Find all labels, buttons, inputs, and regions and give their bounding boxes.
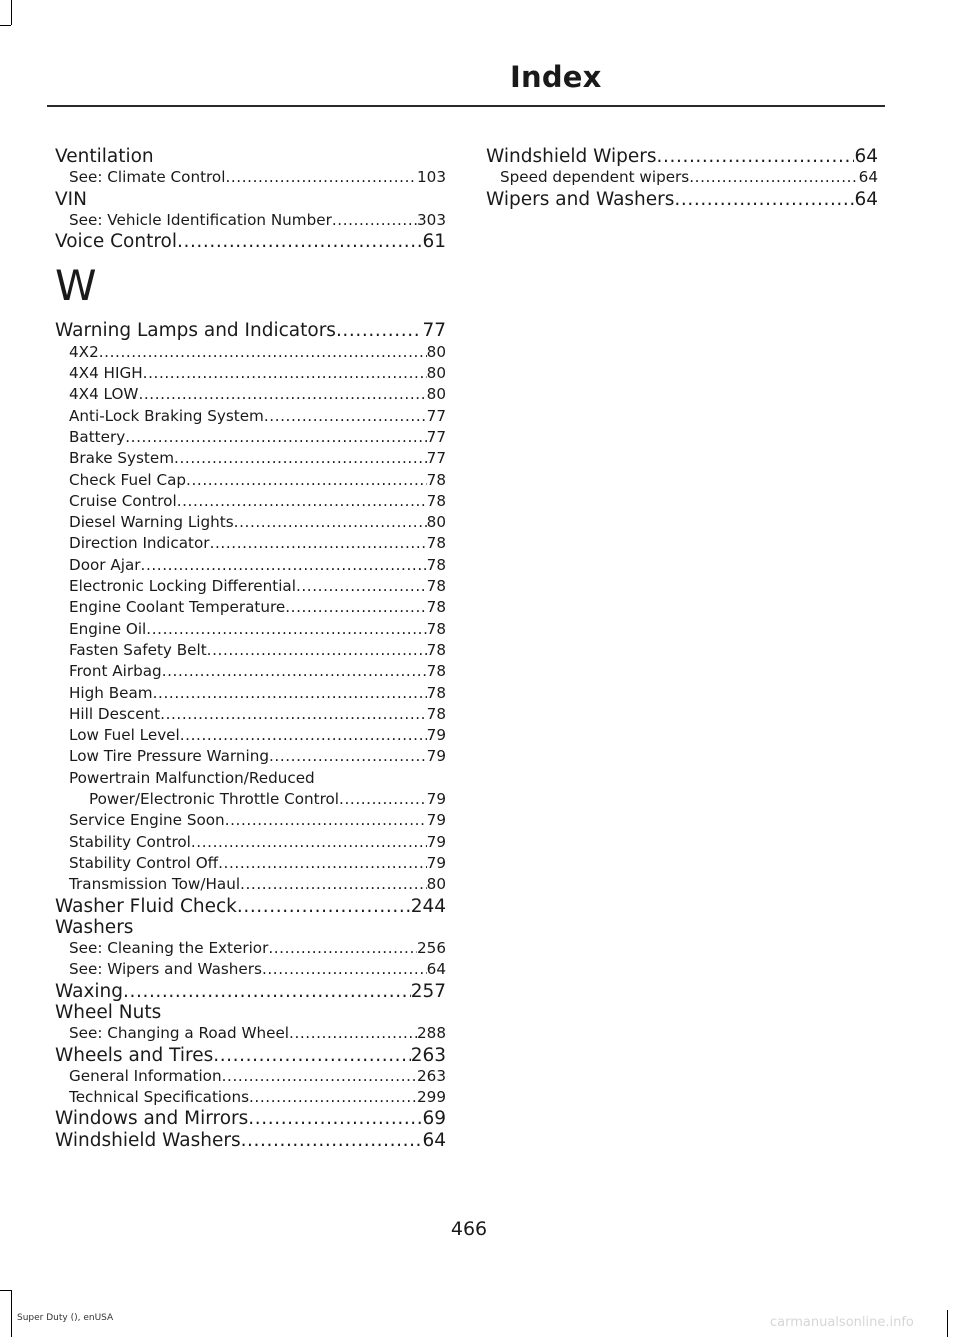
dot-leader — [123, 981, 411, 1002]
entry-label: Stability Control Off — [69, 853, 219, 872]
entry-page-number: 256 — [417, 939, 446, 958]
entry-page-number: 78 — [426, 640, 446, 659]
entry-label: Transmission Tow/Haul — [69, 875, 241, 894]
index-entry — [486, 189, 878, 210]
dot-leader — [225, 810, 427, 831]
dot-leader — [689, 167, 858, 188]
index-subentry — [55, 406, 446, 427]
index-subentry — [55, 448, 446, 469]
dot-leader — [174, 448, 427, 469]
entry-page-number: 64 — [426, 960, 446, 979]
entry-page-number: 77 — [426, 449, 446, 468]
dot-leader — [339, 789, 427, 810]
entry-page-number: 257 — [410, 980, 446, 1002]
index-subentry — [55, 810, 446, 831]
entry-label: Check Fuel Cap — [69, 470, 187, 489]
dot-leader — [241, 1130, 423, 1151]
entry-label: See: Climate Control — [69, 168, 226, 187]
dot-leader — [285, 597, 426, 618]
entry-page-number: 78 — [426, 555, 446, 574]
dot-leader — [180, 725, 427, 746]
entry-label: Windshield Washers — [55, 1129, 241, 1151]
dot-leader — [146, 619, 426, 640]
dot-leader — [674, 189, 854, 210]
entry-page-number: 78 — [426, 598, 446, 617]
crop-mark-top-left — [11, 0, 12, 25]
index-subentry — [55, 210, 446, 231]
entry-page-number: 78 — [426, 704, 446, 723]
entry-page-number: 263 — [410, 1044, 446, 1066]
entry-page-number: 79 — [426, 832, 446, 851]
dot-leader — [99, 342, 427, 363]
entry-page-number: 77 — [426, 427, 446, 446]
index-subentry — [55, 555, 446, 576]
entry-page-number: 79 — [426, 726, 446, 745]
index-subentry — [55, 661, 446, 682]
dot-leader — [332, 210, 417, 231]
index-subentry — [55, 427, 446, 448]
entry-label: Windshield Wipers — [486, 146, 657, 167]
header-rule — [47, 105, 885, 107]
index-column-right — [486, 146, 878, 210]
index-subentry — [55, 789, 446, 810]
entry-page-number: 79 — [426, 853, 446, 872]
dot-leader — [160, 704, 427, 725]
entry-page-number: 244 — [410, 895, 446, 917]
entry-page-number: 80 — [426, 875, 446, 894]
dot-leader — [657, 146, 855, 167]
index-entry — [55, 1045, 446, 1066]
dot-leader — [207, 640, 427, 661]
index-entry — [55, 1130, 446, 1151]
entry-label: See: Changing a Road Wheel — [69, 1024, 290, 1043]
dot-leader — [336, 320, 423, 341]
dot-leader — [296, 576, 427, 597]
dot-leader — [177, 491, 427, 512]
entry-label: Fasten Safety Belt — [69, 640, 207, 659]
index-subentry — [55, 167, 446, 188]
dot-leader — [162, 661, 427, 682]
entry-page-number: 80 — [426, 385, 446, 404]
crop-mark-bottom-left-h — [0, 1290, 11, 1291]
entry-page-number: 79 — [426, 747, 446, 766]
entry-page-number: 263 — [417, 1066, 446, 1085]
entry-page-number: 78 — [426, 683, 446, 702]
entry-page-number: 103 — [417, 168, 446, 187]
index-subentry — [55, 746, 446, 767]
dot-leader — [262, 959, 427, 980]
entry-page-number: 80 — [426, 513, 446, 532]
entry-label: 4X4 HIGH — [69, 364, 143, 383]
dot-leader — [210, 533, 427, 554]
dot-leader — [186, 470, 427, 491]
index-subentry — [55, 470, 446, 491]
entry-label: Washer Fluid Check — [55, 895, 237, 917]
entry-page-number: 80 — [426, 364, 446, 383]
index-heading: Ventilation — [55, 146, 154, 167]
entry-label: Stability Control — [69, 832, 191, 851]
entry-label: Hill Descent — [69, 704, 161, 723]
entry-page-number: 64 — [858, 168, 878, 187]
entry-page-number: 79 — [426, 790, 446, 809]
index-subentry — [55, 363, 446, 384]
dot-leader — [125, 427, 426, 448]
index-subentry — [55, 640, 446, 661]
dot-leader — [264, 406, 427, 427]
entry-label: Battery — [69, 427, 126, 446]
index-subentry — [55, 832, 446, 853]
index-entry — [55, 981, 446, 1002]
index-subentry: Powertrain Malfunction/Reduced — [69, 768, 315, 787]
dot-leader — [268, 938, 417, 959]
dot-leader — [237, 896, 411, 917]
entry-page-number: 77 — [422, 320, 446, 342]
entry-page-number: 78 — [426, 534, 446, 553]
index-heading: VIN — [55, 188, 87, 210]
entry-label: See: Cleaning the Exterior — [69, 939, 269, 958]
entry-label: Voice Control — [55, 231, 177, 253]
entry-label: Technical Specifications — [69, 1088, 249, 1107]
index-subentry — [55, 938, 446, 959]
page-number: 466 — [450, 1218, 488, 1240]
entry-page-number: 64 — [854, 188, 878, 210]
dot-leader — [234, 512, 427, 533]
index-entry — [486, 146, 878, 167]
entry-label: Engine Oil — [69, 619, 147, 638]
index-entry — [55, 1108, 446, 1129]
dot-leader — [138, 384, 426, 405]
index-entry — [55, 320, 446, 341]
entry-page-number: 80 — [426, 342, 446, 361]
entry-label: Engine Coolant Temperature — [69, 598, 286, 617]
index-entry — [55, 896, 446, 917]
entry-label: Electronic Locking Differential — [69, 577, 296, 596]
crop-mark-top-left-h — [0, 25, 11, 26]
index-subentry — [55, 1066, 446, 1087]
entry-label: Low Tire Pressure Warning — [69, 747, 269, 766]
entry-page-number: 78 — [426, 491, 446, 510]
entry-label: General Information — [69, 1066, 222, 1085]
index-subentry — [55, 384, 446, 405]
index-column-left — [55, 146, 446, 1151]
entry-label: High Beam — [69, 683, 153, 702]
index-subentry — [486, 167, 878, 188]
dot-leader — [269, 746, 427, 767]
dot-leader — [191, 832, 427, 853]
index-subentry — [55, 853, 446, 874]
index-subentry — [55, 959, 446, 980]
entry-page-number: 78 — [426, 470, 446, 489]
entry-label: Waxing — [55, 980, 124, 1002]
entry-label: 4X2 — [69, 342, 99, 361]
entry-page-number: 64 — [422, 1129, 446, 1151]
index-subentry — [55, 533, 446, 554]
entry-label: Anti-Lock Braking System — [69, 406, 264, 425]
dot-leader — [153, 683, 427, 704]
index-subentry — [55, 1087, 446, 1108]
entry-label: Cruise Control — [69, 491, 177, 510]
entry-page-number: 288 — [417, 1024, 446, 1043]
entry-label: 4X4 LOW — [69, 385, 139, 404]
entry-label: See: Wipers and Washers — [69, 960, 262, 979]
watermark-text: carmanualsonline.info — [770, 1315, 914, 1330]
entry-label: See: Vehicle Identification Number — [69, 210, 332, 229]
footer-edition-text: Super Duty (), enUSA — [17, 1313, 114, 1323]
entry-page-number: 79 — [426, 811, 446, 830]
entry-label: Direction Indicator — [69, 534, 210, 553]
entry-label: Wheels and Tires — [55, 1044, 214, 1066]
index-subentry — [55, 619, 446, 640]
entry-label: Service Engine Soon — [69, 811, 225, 830]
index-subentry — [55, 874, 446, 895]
entry-page-number: 299 — [417, 1088, 446, 1107]
entry-page-number: 78 — [426, 619, 446, 638]
entry-page-number: 69 — [422, 1108, 446, 1130]
entry-label: Front Airbag — [69, 662, 162, 681]
dot-leader — [177, 231, 422, 252]
entry-page-number: 78 — [426, 662, 446, 681]
entry-label: Diesel Warning Lights — [69, 513, 234, 532]
dot-leader — [141, 555, 427, 576]
dot-leader — [213, 1045, 410, 1066]
entry-page-number: 64 — [854, 146, 878, 167]
entry-label: Windows and Mirrors — [55, 1108, 249, 1130]
index-subentry — [55, 512, 446, 533]
index-subentry — [55, 683, 446, 704]
entry-page-number: 303 — [417, 210, 446, 229]
dot-leader — [222, 1066, 417, 1087]
entry-label: Power/Electronic Throttle Control — [89, 790, 340, 809]
index-subentry — [55, 1023, 446, 1044]
index-subentry — [55, 704, 446, 725]
index-subentry — [55, 342, 446, 363]
index-entry — [55, 231, 446, 252]
index-heading: Wheel Nuts — [55, 1001, 162, 1023]
crop-mark-bottom-right — [947, 1310, 948, 1337]
index-subentry — [55, 491, 446, 512]
index-subentry — [55, 576, 446, 597]
index-subentry — [55, 725, 446, 746]
entry-page-number: 78 — [426, 577, 446, 596]
dot-leader — [143, 363, 427, 384]
entry-label: Warning Lamps and Indicators — [55, 320, 336, 342]
section-letter: W — [55, 261, 97, 311]
entry-label: Brake System — [69, 449, 175, 468]
entry-page-number: 77 — [426, 406, 446, 425]
dot-leader — [249, 1087, 417, 1108]
dot-leader — [225, 167, 417, 188]
entry-label: Low Fuel Level — [69, 726, 180, 745]
entry-label: Wipers and Washers — [486, 188, 675, 210]
index-subentry — [55, 597, 446, 618]
index-heading: Washers — [55, 916, 134, 938]
crop-mark-bottom-left — [11, 1290, 12, 1337]
dot-leader — [240, 874, 427, 895]
entry-page-number: 61 — [422, 231, 446, 253]
dot-leader — [248, 1108, 422, 1129]
dot-leader — [289, 1023, 417, 1044]
entry-label: Speed dependent wipers — [500, 168, 690, 187]
entry-label: Door Ajar — [69, 555, 141, 574]
dot-leader — [218, 853, 427, 874]
